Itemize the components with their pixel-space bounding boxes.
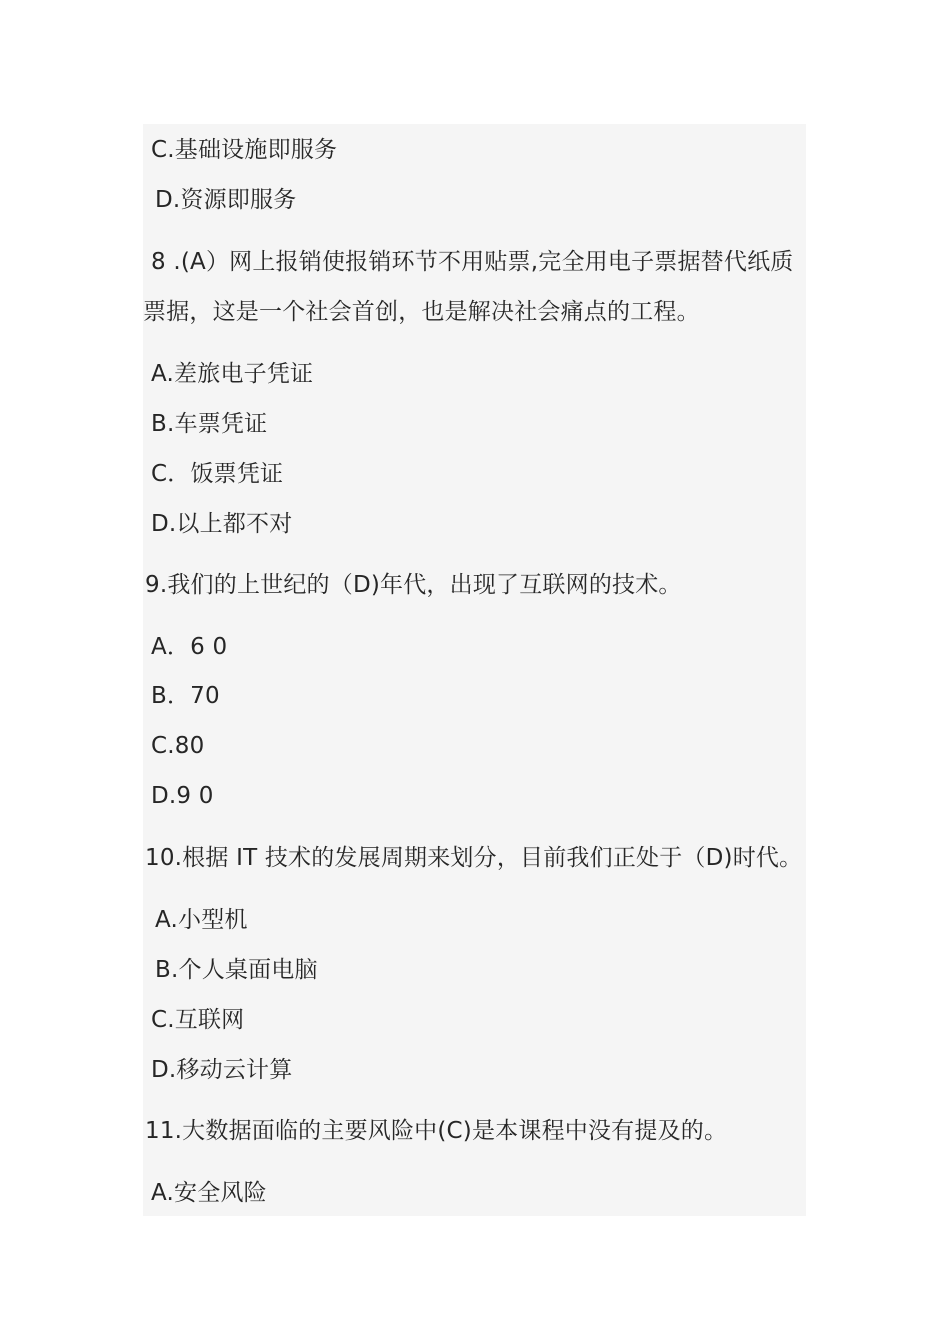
- document-content: [143, 124, 806, 1216]
- option-8d: D.以上都不对: [151, 511, 293, 537]
- question-8-line-1: 8 .(A）网上报销使报销环节不用贴票,完全用电子票据替代纸质: [151, 249, 794, 275]
- option-10b: B.个人桌面电脑: [155, 957, 318, 983]
- option-9c: C.80: [151, 733, 205, 759]
- option-7c: C.基础设施即服务: [151, 137, 338, 163]
- option-9a: A．6 0: [151, 634, 228, 660]
- question-11: 11.大数据面临的主要风险中(C)是本课程中没有提及的。: [145, 1118, 728, 1144]
- option-8c: C．饭票凭证: [151, 461, 284, 487]
- option-7d: D.资源即服务: [155, 187, 297, 213]
- option-8a: A.差旅电子凭证: [151, 361, 314, 387]
- option-11a: A.安全风险: [151, 1180, 267, 1206]
- option-9b: B．70: [151, 683, 220, 709]
- question-9: 9.我们的上世纪的（D)年代，出现了互联网的技术。: [145, 572, 682, 598]
- option-10a: A.小型机: [155, 907, 248, 933]
- option-9d: D.9 0: [151, 783, 214, 809]
- option-8b: B.车票凭证: [151, 411, 268, 437]
- question-8-line-2: 票据，这是一个社会首创，也是解决社会痛点的工程。: [143, 299, 700, 325]
- option-10d: D.移动云计算: [151, 1057, 293, 1083]
- option-10c: C.互联网: [151, 1007, 245, 1033]
- question-10: 10.根据 IT 技术的发展周期来划分，目前我们正处于（D)时代。: [145, 845, 803, 871]
